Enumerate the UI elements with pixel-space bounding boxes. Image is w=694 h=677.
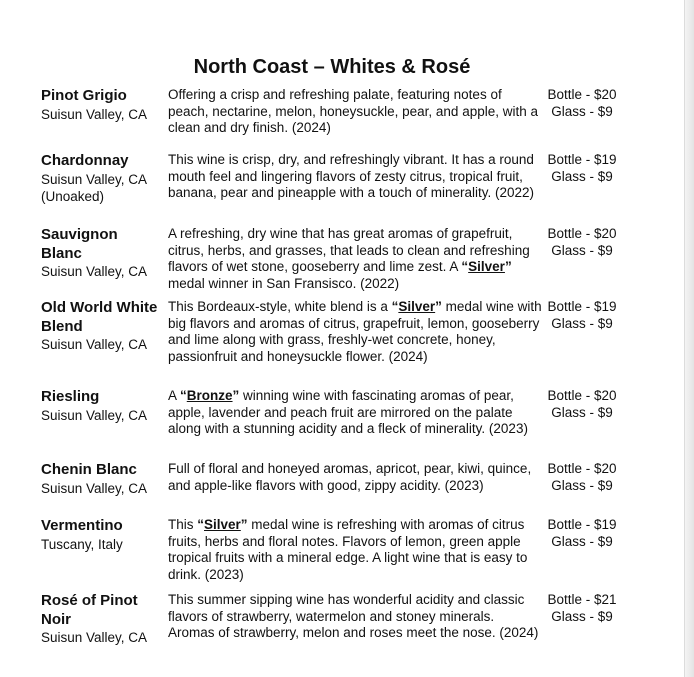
scrollbar-edge[interactable]	[684, 0, 694, 677]
wine-origin: Suisun Valley, CA	[41, 337, 148, 352]
award-silver: Silver	[398, 299, 436, 314]
wine-description: A “Bronze” winning wine with fascinating aromas of pear, apple, lavender and peach fruit are mirrored on the palate along with a stunning acidity and a fleck of minerality. (2023)	[168, 388, 528, 436]
award-silver: Silver	[204, 517, 241, 532]
wine-origin: Suisun Valley, CA	[41, 480, 148, 496]
wine-name	[41, 152, 161, 205]
wine-name-text: Riesling	[41, 388, 100, 405]
description-text: This summer sipping wine has wonderful acidity and classic flavors of strawberry, watermelon and stoney minerals. Aromas of strawberry, melon and roses meet the nose. (2024)	[168, 592, 539, 640]
wine-name-text: Old World White Blend	[41, 299, 158, 335]
bottle-price: Bottle - $20	[547, 461, 617, 476]
wine-origin-note: (Unoaked)	[41, 188, 105, 204]
wine-origin: Suisun Valley, CA	[41, 171, 148, 187]
wine-price	[537, 226, 627, 259]
wine-origin: Tuscany, Italy	[41, 536, 123, 552]
wine-name-text: Chenin Blanc	[41, 461, 137, 478]
bottle-price: Bottle - $20	[547, 226, 617, 241]
bottle-price: Bottle - $19	[547, 152, 617, 167]
description-text: medal wine is refreshing with aromas of citrus fruits, herbs and floral notes. Flavors of lemon, green apple tropical fruits with a mineral edge. A light wine that is easy to drink. (2023)	[168, 517, 528, 582]
description-text: This Bordeaux-style, white blend is a	[168, 299, 392, 314]
wine-description: A refreshing, dry wine that has great aromas of grapefruit, citrus, herbs, and grasses, that leads to clean and refreshing flavors of wet stone, gooseberry and lime zest. A “Silver” medal winner in San Fransisco. (2022)	[168, 226, 530, 291]
wine-name-text: Pinot Grigio	[41, 87, 127, 104]
glass-price: Glass - $9	[551, 242, 613, 258]
wine-price	[537, 299, 627, 332]
wine-name	[41, 592, 161, 646]
wine-name	[41, 226, 161, 280]
wine-description: This Bordeaux-style, white blend is a “Silver” medal wine with big flavors and aromas of citrus, grapefruit, lemon, gooseberry and lime along with grass, freshly-wet concrete, honey, passionfruit and honeysuckle flower. (2024)	[168, 299, 542, 364]
wine-price	[537, 461, 627, 494]
wine-name	[41, 517, 161, 553]
glass-price: Glass - $9	[551, 608, 613, 624]
description-text: Offering a crisp and refreshing palate, featuring notes of peach, nectarine, melon, honeysuckle, pear, and apple, with a clean and dry finish. (2024)	[168, 87, 538, 135]
award-bronze: Bronze	[186, 388, 233, 403]
wine-description	[168, 592, 543, 642]
wine-origin: Suisun Valley, CA	[41, 630, 148, 645]
wine-price	[537, 592, 627, 625]
wine-name	[41, 461, 161, 497]
wine-name	[41, 299, 161, 353]
description-text: Full of floral and honeyed aromas, apricot, pear, kiwi, quince, and apple-like flavors with good, zippy acidity. (2023)	[168, 461, 532, 493]
description-text: winning wine with fascinating aromas of pear, apple, lavender and peach fruit are mirrored on the palate along with a stunning acidity and a fleck of minerality. (2023)	[168, 388, 528, 436]
wine-description	[168, 152, 543, 202]
wine-name	[41, 388, 161, 424]
wine-price	[537, 87, 627, 120]
bottle-price: Bottle - $20	[547, 388, 617, 403]
wine-price	[537, 388, 627, 421]
bottle-price: Bottle - $19	[547, 517, 617, 532]
glass-price: Glass - $9	[551, 533, 613, 549]
glass-price: Glass - $9	[551, 168, 613, 184]
wine-name-text: Chardonnay	[41, 152, 129, 169]
wine-name	[41, 87, 161, 123]
wine-price	[537, 517, 627, 550]
wine-name-text: Vermentino	[41, 517, 123, 534]
description-text: medal winner in San Fransisco. (2022)	[168, 275, 400, 291]
wine-description	[168, 461, 543, 494]
glass-price: Glass - $9	[551, 103, 613, 119]
wine-price	[537, 152, 627, 185]
description-text: This	[168, 517, 198, 532]
award-silver: Silver	[468, 259, 505, 274]
description-text: A	[168, 388, 181, 403]
bottle-price: Bottle - $20	[547, 87, 617, 102]
wine-origin: Suisun Valley, CA	[41, 106, 148, 122]
wine-description	[168, 87, 543, 137]
wine-origin: Suisun Valley, CA	[41, 407, 148, 423]
wine-name-text: Rosé of Pinot Noir	[41, 592, 138, 628]
wine-origin: Suisun Valley, CA	[41, 264, 148, 279]
description-text: medal wine with big flavors and aromas of citrus, grapefruit, lemon, gooseberry and lime along with grass, freshly-wet concrete, honey, passionfruit and honeysuckle flower. (2024)	[168, 299, 542, 364]
description-text: This wine is crisp, dry, and refreshingly vibrant. It has a round mouth feel and lingering flavors of zesty citrus, tropical fruit, banana, pear and pineapple with a touch of minerality. (2022)	[168, 152, 534, 200]
wine-description: This “Silver” medal wine is refreshing with aromas of citrus fruits, herbs and floral notes. Flavors of lemon, green apple tropical fruits with a mineral edge. A light wine that is easy to drink. (2023)	[168, 517, 528, 582]
glass-price: Glass - $9	[551, 477, 613, 493]
bottle-price: Bottle - $21	[547, 592, 617, 607]
wine-name-text: Sauvignon Blanc	[41, 226, 118, 262]
description-text: A refreshing, dry wine that has great aromas of grapefruit, citrus, herbs, and grasses, that leads to clean and refreshing flavors of wet stone, gooseberry and lime zest. A	[168, 226, 530, 274]
page-title: North Coast – Whites & Rosé	[193, 56, 471, 78]
glass-price: Glass - $9	[551, 315, 613, 331]
bottle-price: Bottle - $19	[547, 299, 617, 314]
glass-price: Glass - $9	[551, 404, 613, 420]
